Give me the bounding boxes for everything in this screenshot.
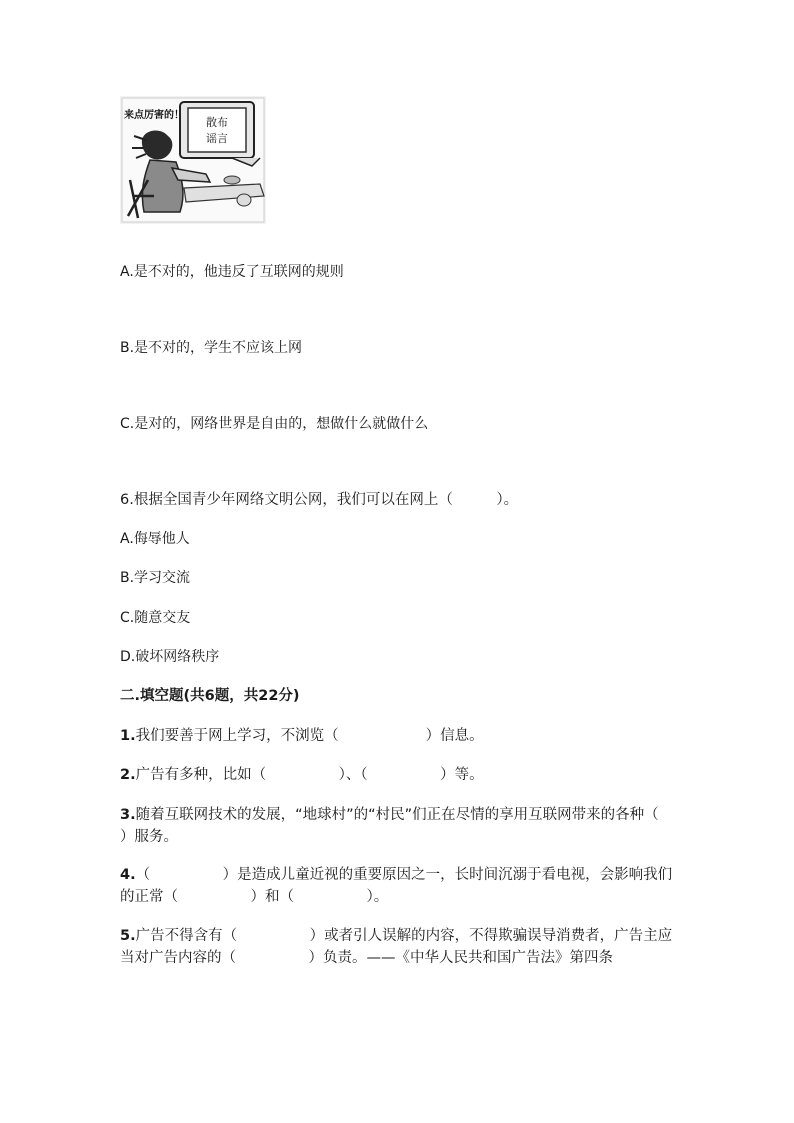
- svg-text:散布: 散布: [206, 116, 228, 129]
- q5-option-c: C.是对的，网络世界是自由的，想做什么就做什么: [120, 416, 429, 432]
- q6-stem: 6.根据全国青少年网络文明公网，我们可以在网上（ ）。: [120, 492, 519, 508]
- question-number: 5.: [120, 928, 136, 944]
- question-number: 2.: [120, 767, 136, 783]
- rumor-spreading-illustration: [120, 96, 266, 224]
- q6-option-a: A.侮辱他人: [120, 531, 190, 547]
- fill-question-4: [120, 864, 680, 908]
- question-text: 我们要善于网上学习，不浏览（ ）信息。: [135, 728, 484, 744]
- svg-text:谣言: 谣言: [206, 132, 228, 145]
- q6-option-c: C.随意交友: [120, 610, 191, 626]
- question-number: 1.: [120, 728, 136, 744]
- section-heading: 二.填空题(共6题，共22分): [120, 688, 300, 704]
- question-text: （ ）是造成儿童近视的重要原因之一，长时间沉溺于看电视，会影响我们的正常（ ）和（ ）。: [120, 867, 673, 905]
- question-number: 3.: [120, 807, 136, 823]
- question-number: 4.: [120, 867, 136, 883]
- q5-option-b: B.是不对的，学生不应该上网: [120, 340, 303, 356]
- svg-text:来点厉害的！: 来点厉害的！: [124, 110, 184, 121]
- fill-question-1: [120, 725, 680, 747]
- question-text: 随着互联网技术的发展，“地球村”的“村民”们正在尽情的享用互联网带来的各种（ ）服务。: [120, 807, 732, 845]
- q5-option-a: A.是不对的，他违反了互联网的规则: [120, 264, 344, 280]
- q6-option-b: B.学习交流: [120, 570, 191, 586]
- q6-option-d: D.破坏网络秩序: [120, 649, 220, 665]
- fill-question-5: [120, 925, 680, 969]
- question-text: 广告有多种，比如（ ）、（ ）等。: [135, 767, 484, 783]
- question-text: 广告不得含有（ ）或者引人误解的内容，不得欺骗误导消费者，广告主应当对广告内容的（ ）负责。——《中华人民共和国广告法》第四条: [120, 928, 673, 966]
- fill-question-2: [120, 764, 680, 786]
- fill-question-3: [120, 804, 732, 848]
